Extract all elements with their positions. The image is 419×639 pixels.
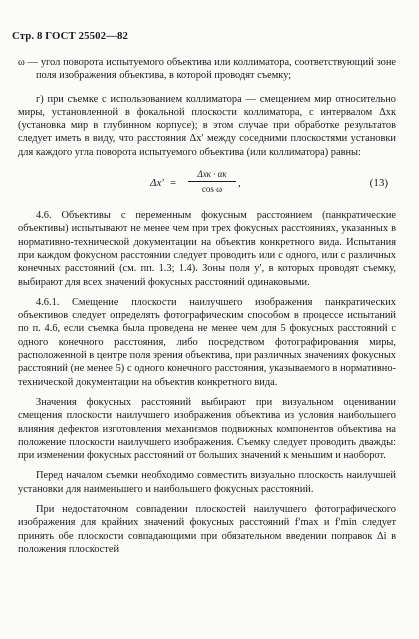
page-header: Стр. 8 ГОСТ 25502—82 (12, 30, 129, 42)
formula-equals: = (170, 177, 177, 190)
formula-fraction (188, 169, 236, 195)
formula-numerator: Δxк · αк (188, 169, 236, 182)
paragraph-insufficient-coincidence: При недостаточном совпадении плоскостей наилучшего фотографического изображения для крайних значений фокусных расстояний f′max и f′min следует принять обе плоскости совпадающими при обязательном введении поправок Δi в положения плоскостей (18, 504, 396, 555)
paragraph-item-g: г) при съемке с использованием коллиматора — смещением мир относительно миры, установленной в фокальной плоскости коллиматора, с интервалом Δxк (установка мир в глубинном корпусе); в этом случае при обработке результатов следует иметь в виду, что расстояния Δx′ между соседними плоскостями установки для каждого угла поворота испытуемого объектива (или коллиматора) равны: (18, 93, 396, 158)
paragraph-focal-values: Значения фокусных расстояний выбирают при визуальном оценивании смещения плоскости наилучшего изображения объектива из условия наибольшего влияния дефектов изготовления механизмов подвижных компонентов объектива на положение плоскости наилучшего изображения. Съемку следует проводить дважды: при изменении фокусных расстояний от больших значений к меньшим и наоборот. (18, 396, 396, 462)
paragraph-4-6-1: 4.6.1. Смещение плоскости наилучшего изображения панкратических объективов следует определять фотографическим способом в процессе испытаний по п. 4.6, если съемка была проведена не менее чем для 5 фокусных расстояний с одного конечного расстояния, либо посредством фотографирования миры, расположенной в центре поля зрения объектива, при различных значениях фокусных расстояний (не менее 5) с одного конечного расстояния, указываемого в нормативно-технической документации на объектив конкретного вида. (18, 296, 396, 388)
formula-13 (18, 167, 396, 203)
paragraph-before-shooting: Перед началом съемки необходимо совместить визуально плоскость наилучшей установки для наименьшего и наибольшего фокусных расстояний. (18, 470, 396, 495)
document-body (18, 56, 396, 556)
formula-denominator: cos ω (201, 184, 223, 195)
formula-number: (13) (369, 177, 388, 190)
paragraph-4-6: 4.6. Объективы с переменным фокусным расстоянием (панкратические объективы) испытывают не менее чем при трех фокусных расстояниях, указанных в нормативно-технической документации на объектив конкретного вида. Испытания при каждом фокусном расстоянии следует проводить или с одного, или с различных конечных расстояний (см. пп. 1.3; 1.4). Зоны поля y′, в которых проводят съемку, выбирают для всех значений фокусных расстояний одинаковыми. (18, 210, 396, 288)
paragraph-omega-note: ω — угол поворота испытуемого объектива или коллиматора, соответствующий зоне поля изображения объектива, в которой проводят съемку; (18, 57, 396, 82)
formula-tail: , (238, 177, 241, 190)
formula-lhs: Δx′ (150, 177, 164, 190)
